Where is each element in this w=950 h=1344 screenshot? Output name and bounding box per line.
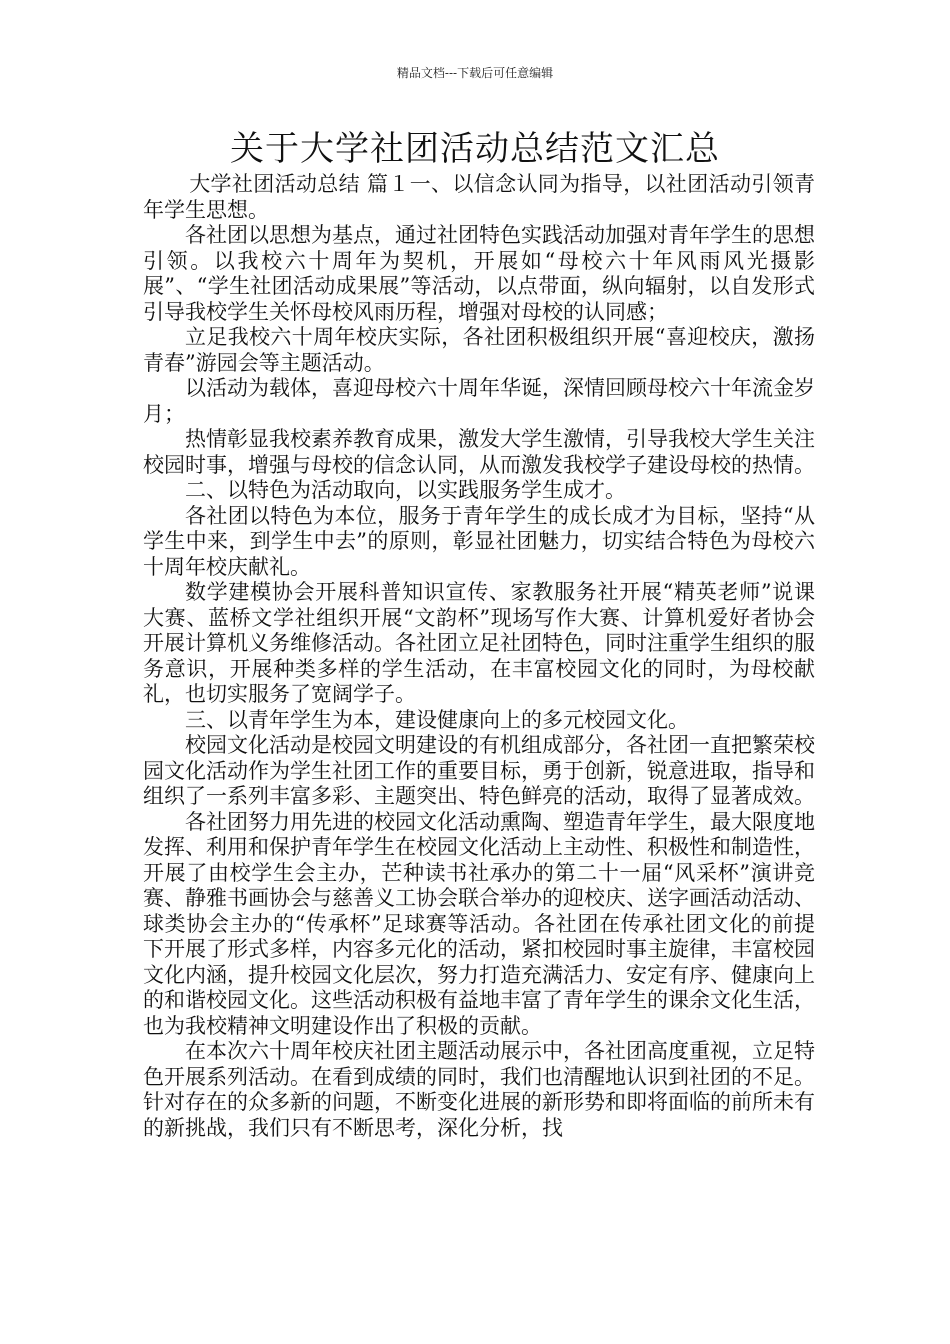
paragraph: 大学社团活动总结 篇１一、以信念认同为指导，以社团活动引领青年学生思想。	[143, 172, 815, 222]
document-title: 关于大学社团活动总结范文汇总	[230, 129, 720, 169]
paragraph: 校园文化活动是校园文明建设的有机组成部分，各社团一直把繁荣校园文化活动作为学生社团工作的重要目标，勇于创新，锐意进取，指导和组织了一系列丰富多彩、主题突出、特色鲜亮的活动，取得了显著成效。	[143, 733, 815, 808]
paragraph: 热情彰显我校素养教育成果，激发大学生激情，引导我校大学生关注校园时事，增强与母校的信念认同，从而激发我校学子建设母校的热情。	[143, 427, 815, 477]
section-heading: 三、以青年学生为本，建设健康向上的多元校园文化。	[185, 707, 689, 732]
paragraph: 数学建模协会开展科普知识宣传、家教服务社开展“精英老师”说课大赛、蓝桥文学社组织开展“文韵杯”现场写作大赛、计算机爱好者协会开展计算机义务维修活动。各社团立足社团特色，同时注重学生组织的服务意识，开展种类多样的学生活动，在丰富校园文化的同时，为母校献礼，也切实服务了宽阔学子。	[143, 580, 815, 706]
page-header: 精品文档---下载后可任意编辑	[396, 66, 554, 80]
paragraph: 各社团以思想为基点，通过社团特色实践活动加强对青年学生的思想引领。以我校六十周年为契机，开展如“母校六十年风雨风光摄影展”、“学生社团活动成果展”等活动，以点带面，纵向辐射，以自发形式引导我校学生关怀母校风雨历程，增强对母校的认同感；	[143, 223, 815, 324]
paragraph: 在本次六十周年校庆社团主题活动展示中，各社团高度重视，立足特色开展系列活动。在看到成绩的同时，我们也清醒地认识到社团的不足。针对存在的众多新的问题，不断变化进展的新形势和即将面临的前所未有的新挑战，我们只有不断思考，深化分析，找	[143, 1039, 815, 1140]
paragraph: 以活动为载体，喜迎母校六十周年华诞，深情回顾母校六十年流金岁月；	[143, 376, 815, 426]
paragraph: 各社团以特色为本位，服务于青年学生的成长成才为目标，坚持“从学生中来，到学生中去”的原则，彰显社团魅力，切实结合特色为母校六十周年校庆献礼。	[143, 503, 815, 579]
document-body	[143, 172, 815, 1141]
paragraph: 各社团努力用先进的校园文化活动熏陶、塑造青年学生，最大限度地发挥、利用和保护青年学生在校园文化活动上主动性、积极性和制造性，开展了由校学生会主办，芒种读书社承办的第二十一届“风采杯”演讲竞赛、静雅书画协会与慈善义工协会联合举办的迎校庆、送字画活动活动、球类协会主办的“传承杯”足球赛等活动。各社团在传承社团文化的前提下开展了形式多样，内容多元化的活动，紧扣校园时事主旋律，丰富校园文化内涵，提升校园文化层次，努力打造充满活力、安定有序、健康向上的和谐校园文化。这些活动积极有益地丰富了青年学生的课余文化生活，也为我校精神文明建设作出了积极的贡献。	[143, 809, 815, 1038]
section-heading: 二、以特色为活动取向，以实践服务学生成才。	[185, 478, 626, 502]
paragraph: 立足我校六十周年校庆实际，各社团积极组织开展“喜迎校庆，激扬青春”游园会等主题活动。	[143, 325, 815, 375]
